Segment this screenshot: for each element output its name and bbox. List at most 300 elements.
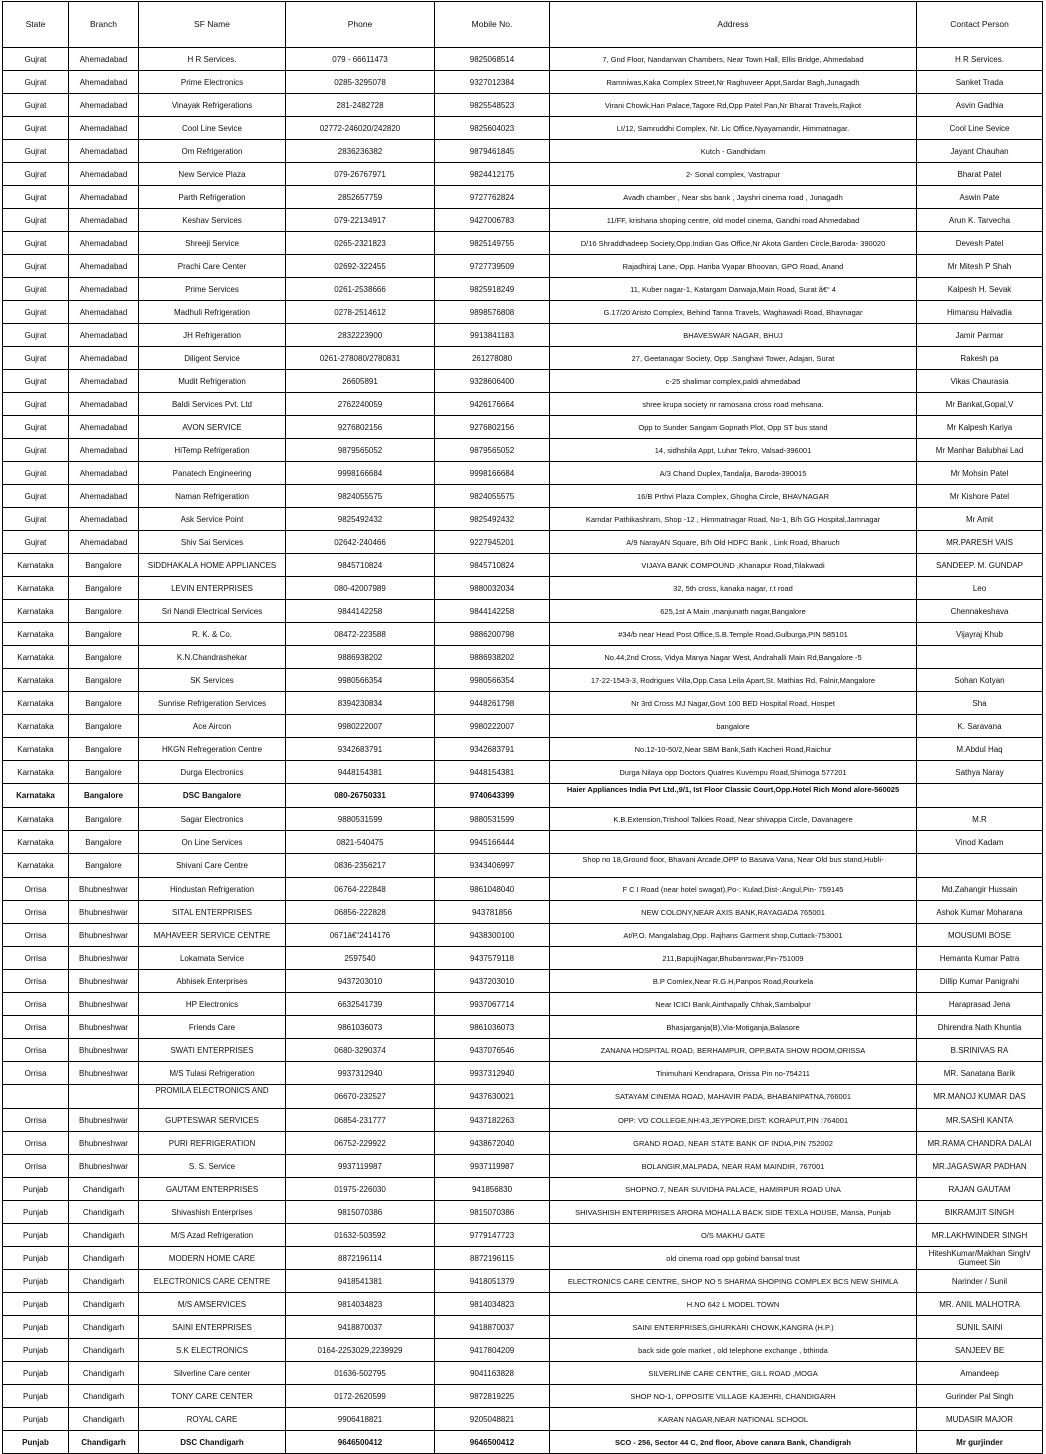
cell-contact-person: Dillip Kumar Panigrahi bbox=[917, 970, 1043, 993]
cell-branch: Bhubneshwar bbox=[69, 1155, 139, 1178]
cell-branch: Bhubneshwar bbox=[69, 1132, 139, 1155]
cell-state: Punjab bbox=[3, 1224, 69, 1247]
cell-sf-name: Shiv Sai Services bbox=[139, 531, 286, 554]
cell-mobile: 9418870037 bbox=[435, 1316, 550, 1339]
cell-state: Karnataka bbox=[3, 831, 69, 854]
cell-address: Near ICICI Bank,Ainthapally Chhak,Sambalpur bbox=[550, 993, 917, 1016]
table-row bbox=[3, 1362, 1043, 1385]
cell-mobile: 9898576808 bbox=[435, 301, 550, 324]
cell-address: 16/B Prthvi Plaza Complex, Ghogha Circle, BHAVNAGAR bbox=[550, 485, 917, 508]
cell-branch: Bangalore bbox=[69, 761, 139, 784]
cell-state: Karnataka bbox=[3, 808, 69, 831]
cell-branch: Bhubneshwar bbox=[69, 1109, 139, 1132]
cell-mobile: 9437630021 bbox=[435, 1085, 550, 1109]
cell-mobile: 9844142258 bbox=[435, 600, 550, 623]
table-row bbox=[3, 117, 1043, 140]
table-row bbox=[3, 186, 1043, 209]
cell-address: SAINI ENTERPRISES,GHURKARI CHOWK,KANGRA (H.P.) bbox=[550, 1316, 917, 1339]
cell-branch: Bhubneshwar bbox=[69, 993, 139, 1016]
cell-contact-person: MR.SASHI KANTA bbox=[917, 1109, 1043, 1132]
cell-contact-person: MR.MANOJ KUMAR DAS bbox=[917, 1085, 1043, 1109]
cell-address: Durga Nilaya opp Doctors Quatres Kuvempu Road,Shimoga 577201 bbox=[550, 761, 917, 784]
cell-state: Gujrat bbox=[3, 347, 69, 370]
cell-sf-name: K.N.Chandrashekar bbox=[139, 646, 286, 669]
cell-phone: 9844142258 bbox=[286, 600, 435, 623]
cell-address: ELECTRONICS CARE CENTRE, SHOP NO 5 SHARMA SHOPING COMPLEX BCS NEW SHIMLA bbox=[550, 1270, 917, 1293]
cell-branch: Bhubneshwar bbox=[69, 947, 139, 970]
cell-phone: 9886938202 bbox=[286, 646, 435, 669]
cell-phone: 02692-322455 bbox=[286, 255, 435, 278]
cell-contact-person: Ashok Kumar Moharana bbox=[917, 901, 1043, 924]
cell-branch: Ahemadabad bbox=[69, 508, 139, 531]
cell-phone: 06854-231777 bbox=[286, 1109, 435, 1132]
cell-branch: Bangalore bbox=[69, 669, 139, 692]
cell-address: Virani Chowk,Hari Palace,Tagore Rd,Opp Patel Pan,Nr Bharat Travels,Rajkot bbox=[550, 94, 917, 117]
cell-sf-name: Vinayak Refrigerations bbox=[139, 94, 286, 117]
table-row bbox=[3, 970, 1043, 993]
cell-state: Karnataka bbox=[3, 854, 69, 878]
cell-state: Orrisa bbox=[3, 947, 69, 970]
cell-address: shree krupa society nr ramosana cross road mehsana. bbox=[550, 393, 917, 416]
cell-mobile: 9825492432 bbox=[435, 508, 550, 531]
cell-branch: Ahemadabad bbox=[69, 163, 139, 186]
cell-sf-name: New Service Plaza bbox=[139, 163, 286, 186]
cell-address: O/S MAKHU GATE bbox=[550, 1224, 917, 1247]
cell-address: Kutch - Gandhidam bbox=[550, 140, 917, 163]
cell-phone: 01975-226030 bbox=[286, 1178, 435, 1201]
cell-phone: 9824055575 bbox=[286, 485, 435, 508]
cell-phone: 0261-2538666 bbox=[286, 278, 435, 301]
table-row bbox=[3, 94, 1043, 117]
cell-sf-name: R. K. & Co. bbox=[139, 623, 286, 646]
cell-mobile: 9437076546 bbox=[435, 1039, 550, 1062]
table-row bbox=[3, 1201, 1043, 1224]
cell-address: Opp to Sunder Sangam Gopnath Plot, Opp ST bus stand bbox=[550, 416, 917, 439]
cell-contact-person: MUDASIR MAJOR bbox=[917, 1408, 1043, 1431]
cell-phone: 26605891 bbox=[286, 370, 435, 393]
cell-address: #34/b near Head Post Office,S.B.Temple Road,Gulburga,PIN 585101 bbox=[550, 623, 917, 646]
cell-sf-name: Om Refrigeration bbox=[139, 140, 286, 163]
cell-address: OPP: VD COLLEGE,NH:43,JEYPORE,DIST: KORAPUT,PIN :764001 bbox=[550, 1109, 917, 1132]
cell-contact-person: Jamir Parmar bbox=[917, 324, 1043, 347]
cell-address: Kamdar Pathikashram, Shop -12 , Himmatnagar Road, No-1, B/h GG Hospital,Jamnagar bbox=[550, 508, 917, 531]
cell-phone: 080-42007989 bbox=[286, 577, 435, 600]
cell-contact-person: M.Abdul Haq bbox=[917, 738, 1043, 761]
cell-phone: 079 - 66611473 bbox=[286, 48, 435, 71]
cell-contact-person bbox=[917, 784, 1043, 808]
cell-sf-name: Panatech Engineering bbox=[139, 462, 286, 485]
cell-contact-person: Vikas Chaurasia bbox=[917, 370, 1043, 393]
cell-contact-person: Sathya Naray bbox=[917, 761, 1043, 784]
table-row bbox=[3, 738, 1043, 761]
cell-sf-name: H R Services. bbox=[139, 48, 286, 71]
cell-phone: 08472-223588 bbox=[286, 623, 435, 646]
cell-sf-name: HKGN Refregeration Centre bbox=[139, 738, 286, 761]
cell-branch: Chandigarh bbox=[69, 1201, 139, 1224]
cell-branch: Bangalore bbox=[69, 715, 139, 738]
cell-phone: 080-26750331 bbox=[286, 784, 435, 808]
cell-contact-person: Arun K. Tarvecha bbox=[917, 209, 1043, 232]
cell-contact-person: Vijayraj Khub bbox=[917, 623, 1043, 646]
cell-contact-person: Md.Zahangir Hussain bbox=[917, 878, 1043, 901]
table-row bbox=[3, 1178, 1043, 1201]
cell-contact-person: Sanket Trada bbox=[917, 71, 1043, 94]
cell-branch: Ahemadabad bbox=[69, 278, 139, 301]
cell-mobile: 9845710824 bbox=[435, 554, 550, 577]
cell-address: A/9 NarayAN Square, B/h Old HDFC Bank , Link Road, Bharuch bbox=[550, 531, 917, 554]
table-row bbox=[3, 761, 1043, 784]
cell-address: 2- Sonal complex, Vastrapur bbox=[550, 163, 917, 186]
cell-phone: 0261-278080/2780831 bbox=[286, 347, 435, 370]
cell-mobile: 9825068514 bbox=[435, 48, 550, 71]
cell-branch: Ahemadabad bbox=[69, 393, 139, 416]
cell-mobile: 9872819225 bbox=[435, 1385, 550, 1408]
table-row bbox=[3, 232, 1043, 255]
cell-mobile: 9814034823 bbox=[435, 1293, 550, 1316]
table-row bbox=[3, 255, 1043, 278]
table-row bbox=[3, 1247, 1043, 1270]
header-state: State bbox=[3, 2, 69, 48]
cell-address: SHOP NO-1, OPPOSITE VILLAGE KAJEHRI, CHANDIGARH bbox=[550, 1385, 917, 1408]
cell-address: 7, Gnd Floor, Nandanvan Chambers, Near Town Hall, Ellis Bridge, Ahmedabad bbox=[550, 48, 917, 71]
cell-state: Punjab bbox=[3, 1178, 69, 1201]
cell-branch: Ahemadabad bbox=[69, 416, 139, 439]
cell-address: ZANANA HOSPITAL ROAD, BERHAMPUR, OPP,BATA SHOW ROOM,ORISSA bbox=[550, 1039, 917, 1062]
cell-state: Punjab bbox=[3, 1293, 69, 1316]
cell-contact-person: B.SRINIVAS RA bbox=[917, 1039, 1043, 1062]
cell-phone: 0265-2321823 bbox=[286, 232, 435, 255]
cell-state: Gujrat bbox=[3, 439, 69, 462]
cell-state: Gujrat bbox=[3, 48, 69, 71]
cell-branch: Chandigarh bbox=[69, 1385, 139, 1408]
cell-phone: 9815070386 bbox=[286, 1201, 435, 1224]
cell-mobile: 9437579118 bbox=[435, 947, 550, 970]
cell-sf-name: M/S AMSERVICES bbox=[139, 1293, 286, 1316]
cell-mobile: 9227945201 bbox=[435, 531, 550, 554]
cell-branch: Ahemadabad bbox=[69, 117, 139, 140]
cell-phone: 9418541381 bbox=[286, 1270, 435, 1293]
cell-sf-name: GAUTAM ENTERPRISES bbox=[139, 1178, 286, 1201]
cell-state: Orrisa bbox=[3, 1062, 69, 1085]
cell-branch: Chandigarh bbox=[69, 1293, 139, 1316]
table-row bbox=[3, 577, 1043, 600]
cell-sf-name: Shivashish Enterprises bbox=[139, 1201, 286, 1224]
cell-contact-person: Bharat Patel bbox=[917, 163, 1043, 186]
cell-sf-name: Durga Electronics bbox=[139, 761, 286, 784]
cell-contact-person: M.R bbox=[917, 808, 1043, 831]
cell-address: 32, 5th cross, kanaka nagar, r.t road bbox=[550, 577, 917, 600]
cell-mobile: 9886200798 bbox=[435, 623, 550, 646]
cell-address: SHOPNO.7, NEAR SUVIDHA PALACE, HAMIRPUR ROAD UNA bbox=[550, 1178, 917, 1201]
table-row bbox=[3, 854, 1043, 878]
cell-phone: 9906418821 bbox=[286, 1408, 435, 1431]
cell-sf-name: DSC Chandigarh bbox=[139, 1431, 286, 1454]
cell-mobile: 943781856 bbox=[435, 901, 550, 924]
cell-mobile: 9426176664 bbox=[435, 393, 550, 416]
cell-contact-person: MR.PARESH VAIS bbox=[917, 531, 1043, 554]
cell-contact-person: Devesh Patel bbox=[917, 232, 1043, 255]
cell-address: A/3 Chand Duplex,Tandalja, Baroda-390015 bbox=[550, 462, 917, 485]
cell-mobile: 9437203010 bbox=[435, 970, 550, 993]
cell-phone: 0680-3290374 bbox=[286, 1039, 435, 1062]
cell-phone: 06764-222848 bbox=[286, 878, 435, 901]
cell-mobile: 9879461845 bbox=[435, 140, 550, 163]
cell-contact-person: Rakesh pa bbox=[917, 347, 1043, 370]
cell-sf-name: Silverline Care center bbox=[139, 1362, 286, 1385]
cell-mobile: 9417804209 bbox=[435, 1339, 550, 1362]
cell-sf-name: MAHAVEER SERVICE CENTRE bbox=[139, 924, 286, 947]
cell-contact-person bbox=[917, 854, 1043, 878]
cell-contact-person: Mr Mitesh P Shah bbox=[917, 255, 1043, 278]
cell-mobile: 9861036073 bbox=[435, 1016, 550, 1039]
cell-sf-name: LEVIN ENTERPRISES bbox=[139, 577, 286, 600]
cell-branch: Bangalore bbox=[69, 600, 139, 623]
cell-phone: 9276802156 bbox=[286, 416, 435, 439]
cell-branch: Bhubneshwar bbox=[69, 970, 139, 993]
cell-state: Orrisa bbox=[3, 1039, 69, 1062]
cell-phone: 079-22134917 bbox=[286, 209, 435, 232]
table-row bbox=[3, 485, 1043, 508]
cell-branch: Chandigarh bbox=[69, 1270, 139, 1293]
cell-sf-name: S. S. Service bbox=[139, 1155, 286, 1178]
cell-branch: Ahemadabad bbox=[69, 531, 139, 554]
cell-mobile: 9448154381 bbox=[435, 761, 550, 784]
cell-phone: 9880531599 bbox=[286, 808, 435, 831]
cell-mobile: 9727762824 bbox=[435, 186, 550, 209]
cell-phone: 9937312940 bbox=[286, 1062, 435, 1085]
cell-state: Gujrat bbox=[3, 117, 69, 140]
cell-address bbox=[550, 831, 917, 854]
header-row bbox=[3, 2, 1043, 48]
table-row bbox=[3, 278, 1043, 301]
cell-state: Gujrat bbox=[3, 370, 69, 393]
cell-sf-name: DSC Bangalore bbox=[139, 784, 286, 808]
cell-sf-name: GUPTESWAR SERVICES bbox=[139, 1109, 286, 1132]
cell-phone: 9646500412 bbox=[286, 1431, 435, 1454]
cell-state: Punjab bbox=[3, 1385, 69, 1408]
cell-mobile: 9438672040 bbox=[435, 1132, 550, 1155]
cell-state: Karnataka bbox=[3, 784, 69, 808]
cell-address: 11/FF, krishana shoping centre, old model cinema, Gandhi road Ahmedabad bbox=[550, 209, 917, 232]
cell-state: Gujrat bbox=[3, 324, 69, 347]
cell-address: F C I Road (near hotel swagat),Po-: Kulad,Dist-:Angul,Pin- 759145 bbox=[550, 878, 917, 901]
cell-branch: Bangalore bbox=[69, 554, 139, 577]
cell-sf-name: Shivani Care Centre bbox=[139, 854, 286, 878]
cell-phone: 6632541739 bbox=[286, 993, 435, 1016]
cell-mobile: 9825604023 bbox=[435, 117, 550, 140]
cell-mobile: 9825918249 bbox=[435, 278, 550, 301]
cell-branch: Ahemadabad bbox=[69, 232, 139, 255]
cell-branch: Chandigarh bbox=[69, 1431, 139, 1454]
cell-sf-name: Cool Line Sevice bbox=[139, 117, 286, 140]
cell-mobile: 9448261798 bbox=[435, 692, 550, 715]
cell-phone: 0671â€“2414176 bbox=[286, 924, 435, 947]
cell-mobile: 9276802156 bbox=[435, 416, 550, 439]
cell-contact-person: Chennakeshava bbox=[917, 600, 1043, 623]
cell-address: c-25 shalimar complex,paldi ahmedabad bbox=[550, 370, 917, 393]
cell-sf-name: Naman Refrigeration bbox=[139, 485, 286, 508]
table-row bbox=[3, 324, 1043, 347]
cell-state: Punjab bbox=[3, 1270, 69, 1293]
cell-branch: Chandigarh bbox=[69, 1316, 139, 1339]
cell-state: Gujrat bbox=[3, 485, 69, 508]
cell-branch: Ahemadabad bbox=[69, 439, 139, 462]
cell-contact-person: MR.JAGASWAR PADHAN bbox=[917, 1155, 1043, 1178]
cell-address: SHIVASHISH ENTERPRISES ARORA MOHALLA BACK SIDE TEXLA HOUSE, Mansa, Punjab bbox=[550, 1201, 917, 1224]
cell-branch bbox=[69, 1085, 139, 1109]
cell-branch: Ahemadabad bbox=[69, 485, 139, 508]
table-row bbox=[3, 924, 1043, 947]
cell-branch: Chandigarh bbox=[69, 1224, 139, 1247]
cell-sf-name: ROYAL CARE bbox=[139, 1408, 286, 1431]
cell-state: Orrisa bbox=[3, 993, 69, 1016]
table-row bbox=[3, 48, 1043, 71]
table-row bbox=[3, 1085, 1043, 1109]
cell-address: 17-22-1543-3, Rodrigues Villa,Opp.Casa Leila Apart,St. Mathias Rd, Falnir,Mangalore bbox=[550, 669, 917, 692]
cell-contact-person: Mr Amit bbox=[917, 508, 1043, 531]
table-row bbox=[3, 1385, 1043, 1408]
cell-branch: Ahemadabad bbox=[69, 255, 139, 278]
table-row bbox=[3, 669, 1043, 692]
table-row bbox=[3, 1270, 1043, 1293]
header-sf-name: SF Name bbox=[139, 2, 286, 48]
cell-sf-name: AVON SERVICE bbox=[139, 416, 286, 439]
table-row bbox=[3, 71, 1043, 94]
cell-address: VIJAYA BANK COMPOUND ,Khanapur Road,Tilakwadi bbox=[550, 554, 917, 577]
cell-sf-name: HP Electronics bbox=[139, 993, 286, 1016]
cell-phone: 281-2482728 bbox=[286, 94, 435, 117]
cell-branch: Ahemadabad bbox=[69, 186, 139, 209]
table-row bbox=[3, 1109, 1043, 1132]
cell-state: Punjab bbox=[3, 1339, 69, 1362]
table-row bbox=[3, 600, 1043, 623]
cell-sf-name: Ace Aircon bbox=[139, 715, 286, 738]
cell-mobile: 9980566354 bbox=[435, 669, 550, 692]
header-mobile: Mobile No. bbox=[435, 2, 550, 48]
table-row bbox=[3, 831, 1043, 854]
cell-sf-name: Madhuli Refrigeration bbox=[139, 301, 286, 324]
cell-contact-person: Sha bbox=[917, 692, 1043, 715]
cell-address: Bhasjarganja(B),Via-Motiganja,Balasore bbox=[550, 1016, 917, 1039]
cell-address: KARAN NAGAR,NEAR NATIONAL SCHOOL bbox=[550, 1408, 917, 1431]
cell-sf-name: PURI REFRIGERATION bbox=[139, 1132, 286, 1155]
cell-sf-name: S.K ELECTRONICS bbox=[139, 1339, 286, 1362]
cell-sf-name: On Line Services bbox=[139, 831, 286, 854]
cell-phone: 9418870037 bbox=[286, 1316, 435, 1339]
cell-branch: Bangalore bbox=[69, 784, 139, 808]
cell-mobile: 9438300100 bbox=[435, 924, 550, 947]
cell-phone: 9825492432 bbox=[286, 508, 435, 531]
cell-address: GRAND ROAD, NEAR STATE BANK OF INDIA,PIN 752002 bbox=[550, 1132, 917, 1155]
cell-branch: Chandigarh bbox=[69, 1362, 139, 1385]
cell-mobile: 9980222007 bbox=[435, 715, 550, 738]
table-row bbox=[3, 393, 1043, 416]
cell-phone: 0164-2253029,2239929 bbox=[286, 1339, 435, 1362]
cell-branch: Bangalore bbox=[69, 808, 139, 831]
cell-state: Punjab bbox=[3, 1362, 69, 1385]
cell-contact-person: Vinod Kadam bbox=[917, 831, 1043, 854]
cell-state: Karnataka bbox=[3, 623, 69, 646]
cell-sf-name: Prachi Care Center bbox=[139, 255, 286, 278]
cell-phone: 079-26767971 bbox=[286, 163, 435, 186]
cell-branch: Bhubneshwar bbox=[69, 901, 139, 924]
table-row bbox=[3, 646, 1043, 669]
cell-contact-person: Narinder / Sunil bbox=[917, 1270, 1043, 1293]
cell-branch: Chandigarh bbox=[69, 1247, 139, 1270]
cell-address: 211,BapujiNagar,Bhubanrswar,Pin-751009 bbox=[550, 947, 917, 970]
cell-address: D/16 Shraddhadeep Society,Opp.Indian Gas Office,Nr Akota Garden Circle,Baroda- 390020 bbox=[550, 232, 917, 255]
cell-state: Karnataka bbox=[3, 738, 69, 761]
cell-phone: 01636-502795 bbox=[286, 1362, 435, 1385]
cell-state: Gujrat bbox=[3, 255, 69, 278]
cell-state: Gujrat bbox=[3, 232, 69, 255]
cell-phone: 9342683791 bbox=[286, 738, 435, 761]
cell-branch: Bangalore bbox=[69, 854, 139, 878]
cell-mobile: 9879565052 bbox=[435, 439, 550, 462]
cell-branch: Bhubneshwar bbox=[69, 1016, 139, 1039]
cell-address: 27, Geetanagar Society, Opp .Sanghavi Tower, Adajan, Surat bbox=[550, 347, 917, 370]
cell-address: G.17/20 Aristo Complex, Behind Tanna Travels, Waghawadi Road, Bhavnagar bbox=[550, 301, 917, 324]
cell-address: Tinimuhani Kendrapara, Orissa Pin no-754211 bbox=[550, 1062, 917, 1085]
cell-mobile: 9824412175 bbox=[435, 163, 550, 186]
cell-address: Rajadhiraj Lane, Opp. Hariba Vyapar Bhoovan, GPO Road, Anand bbox=[550, 255, 917, 278]
cell-phone: 9980222007 bbox=[286, 715, 435, 738]
cell-address: BOLANGIR,MALPADA, NEAR RAM MAINDIR, 767001 bbox=[550, 1155, 917, 1178]
cell-state: Orrisa bbox=[3, 878, 69, 901]
cell-branch: Bhubneshwar bbox=[69, 924, 139, 947]
header-phone: Phone bbox=[286, 2, 435, 48]
cell-mobile: 9937119987 bbox=[435, 1155, 550, 1178]
table-row bbox=[3, 715, 1043, 738]
cell-address: 14, sidhshila Appt, Luhar Tekro, Valsad-396001 bbox=[550, 439, 917, 462]
cell-branch: Bangalore bbox=[69, 577, 139, 600]
cell-contact-person: MR.RAMA CHANDRA DALAI bbox=[917, 1132, 1043, 1155]
table-row bbox=[3, 784, 1043, 808]
cell-mobile: 9913841183 bbox=[435, 324, 550, 347]
cell-state: Gujrat bbox=[3, 462, 69, 485]
cell-mobile: 9824055575 bbox=[435, 485, 550, 508]
cell-address: SATAYAM CINEMA ROAD, MAHAVIR PADA, BHABANIPATNA,766001 bbox=[550, 1085, 917, 1109]
cell-branch: Ahemadabad bbox=[69, 71, 139, 94]
cell-phone: 9937119987 bbox=[286, 1155, 435, 1178]
cell-contact-person: Gurinder Pal Singh bbox=[917, 1385, 1043, 1408]
cell-address: back side gole market , old telephone exchange , bthinda bbox=[550, 1339, 917, 1362]
cell-sf-name: Parth Refrigeration bbox=[139, 186, 286, 209]
cell-phone: 0285-3295078 bbox=[286, 71, 435, 94]
cell-state: Karnataka bbox=[3, 577, 69, 600]
cell-state: Karnataka bbox=[3, 692, 69, 715]
cell-state: Karnataka bbox=[3, 761, 69, 784]
cell-contact-person: Dhirendra Nath Khuntia bbox=[917, 1016, 1043, 1039]
cell-contact-person: RAJAN GAUTAM bbox=[917, 1178, 1043, 1201]
cell-state: Orrisa bbox=[3, 970, 69, 993]
table-row bbox=[3, 508, 1043, 531]
cell-phone: 2597540 bbox=[286, 947, 435, 970]
table-row bbox=[3, 439, 1043, 462]
cell-address: bangalore bbox=[550, 715, 917, 738]
table-row bbox=[3, 140, 1043, 163]
cell-address: No.12-10-50/2,Near SBM Bank,Sath Kacheri Road,Raichur bbox=[550, 738, 917, 761]
cell-contact-person: Himansu Halvadia bbox=[917, 301, 1043, 324]
cell-sf-name: Abhisek Enterprises bbox=[139, 970, 286, 993]
cell-state: Punjab bbox=[3, 1316, 69, 1339]
cell-phone: 0172-2620599 bbox=[286, 1385, 435, 1408]
cell-contact-person: Sohan Kotyan bbox=[917, 669, 1043, 692]
table-row bbox=[3, 947, 1043, 970]
table-row bbox=[3, 1339, 1043, 1362]
table-row bbox=[3, 623, 1043, 646]
service-franchise-table bbox=[2, 1, 1043, 1454]
